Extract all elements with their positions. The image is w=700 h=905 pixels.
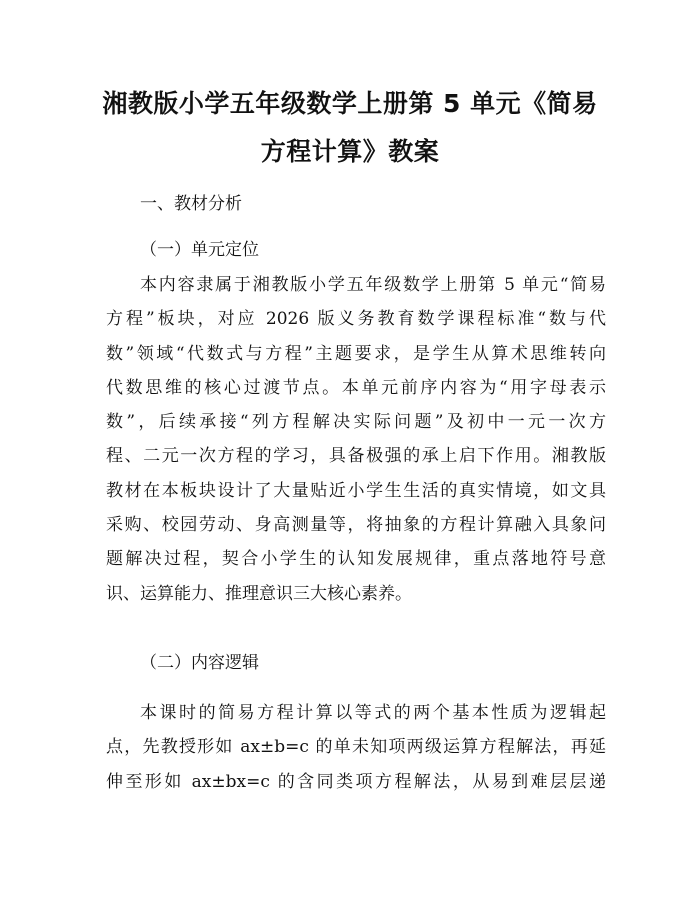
paragraph-line: 伸至形如 ax±bx=c 的含同类项方程解法，从易到难层层递 [106,771,606,792]
subsection-heading-unit-positioning: （一）单元定位 [140,240,259,260]
paragraph-line: 数”，后续承接“列方程解决实际问题”及初中一元一次方 [106,412,606,433]
paragraph-unit-positioning [106,268,606,611]
paragraph-line: 程、二元一次方程的学习，具备极强的承上启下作用。湘教版 [106,446,606,467]
paragraph-line: 本课时的简易方程计算以等式的两个基本性质为逻辑起 [140,703,606,723]
paragraph-line: 点，先教授形如 ax±b=c 的单未知项两级运算方程解法，再延 [106,737,606,758]
paragraph-line: 代数思维的核心过渡节点。本单元前序内容为“用字母表示 [106,377,606,398]
section-heading-textbook-analysis: 一、教材分析 [140,194,242,214]
paragraph-line: 教材在本板块设计了大量贴近小学生生活的真实情境，如文具 [106,480,606,501]
subsection-heading-content-logic: （二）内容逻辑 [140,653,259,673]
paragraph-line: 识、运算能力、推理意识三大核心素养。 [106,583,412,604]
document-title-line-1: 湘教版小学五年级数学上册第 5 单元《简易 [102,89,598,118]
paragraph-line: 采购、校园劳动、身高测量等，将抽象的方程计算融入具象问 [106,515,606,536]
paragraph-line: 数”领域“代数式与方程”主题要求，是学生从算术思维转向 [106,343,606,364]
paragraph-line: 方程”板块，对应 2026 版义务教育数学课程标准“数与代 [106,309,606,330]
paragraph-line: 题解决过程，契合小学生的认知发展规律，重点落地符号意 [106,549,606,570]
paragraph-content-logic [106,696,606,799]
paragraph-line: 本内容隶属于湘教版小学五年级数学上册第 5 单元“简易 [140,275,606,295]
document-title-line-2: 方程计算》教案 [260,137,440,166]
